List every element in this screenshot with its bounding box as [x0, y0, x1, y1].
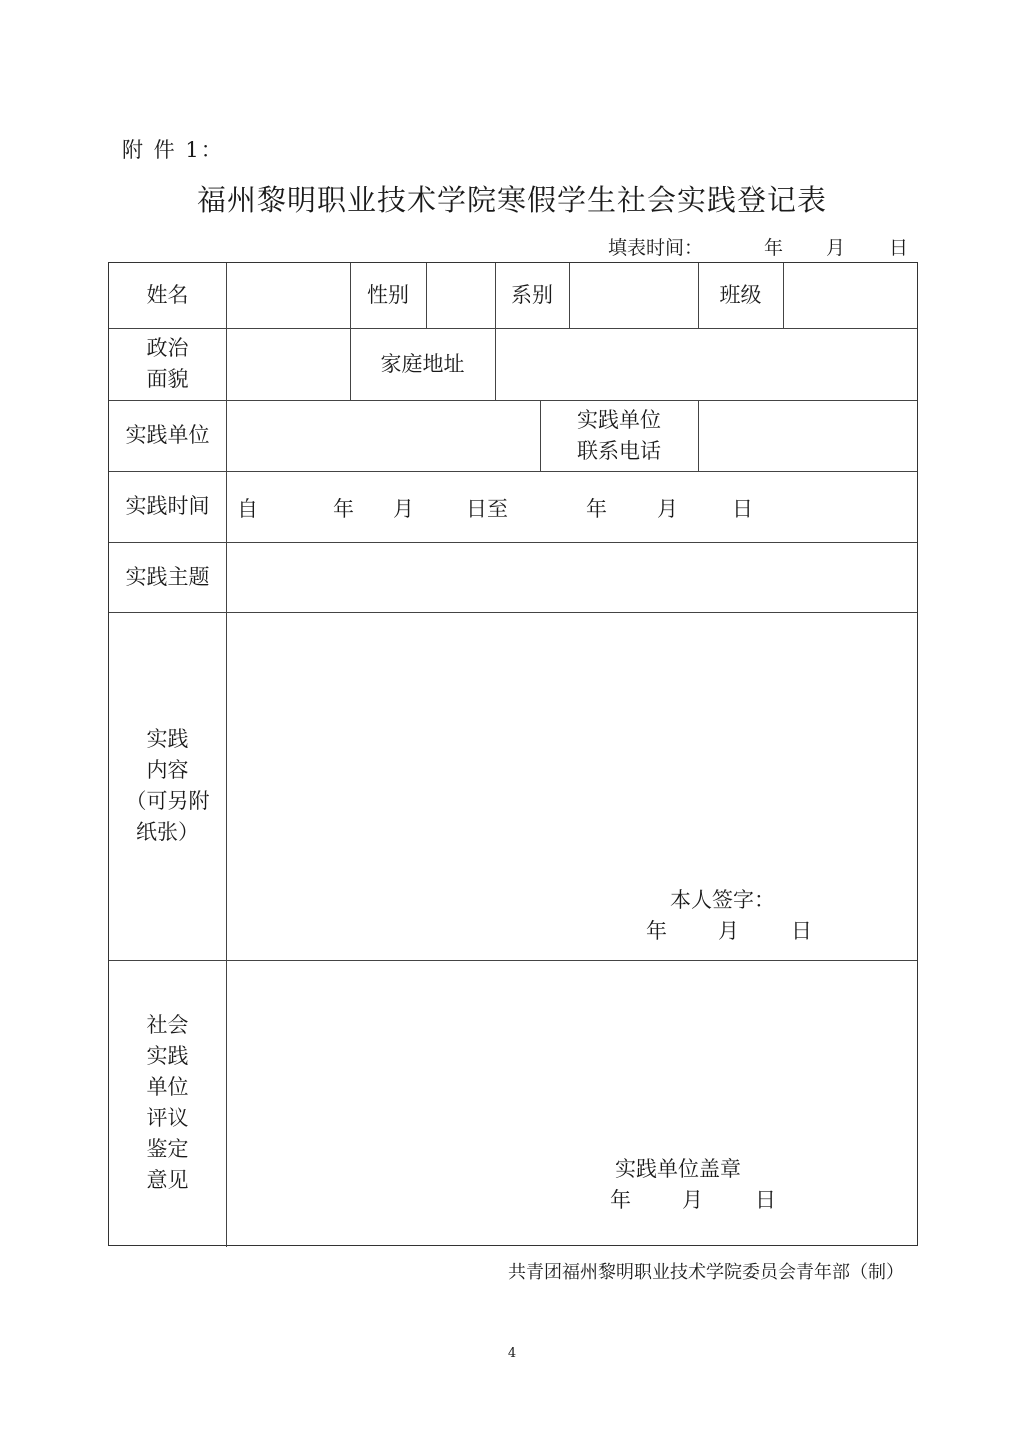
time-to-day: 日 — [732, 497, 753, 521]
name-label: 姓名 — [146, 283, 189, 307]
evaluation-label-line: 鉴定 — [146, 1136, 189, 1161]
content-label-line: （可另附 — [125, 789, 210, 813]
practice-theme-label: 实践主题 — [125, 564, 210, 589]
unit-phone-field[interactable] — [699, 400, 917, 471]
time-from-text: 自 — [237, 497, 258, 521]
signature-month: 月 — [718, 919, 739, 943]
political-status-label-line: 政治 — [146, 336, 189, 360]
stamp-day: 日 — [755, 1188, 776, 1212]
evaluation-label-line: 单位 — [146, 1074, 189, 1099]
issuer-footer: 共青团福州黎明职业技术学院委员会青年部（制） — [508, 1262, 904, 1283]
time-to-year: 年 — [586, 497, 607, 521]
evaluation-label — [109, 960, 226, 1245]
evaluation-label-line: 意见 — [146, 1167, 189, 1192]
practice-unit-label: 实践单位 — [125, 423, 210, 447]
stamp-label: 实践单位盖章 — [615, 1157, 741, 1181]
unit-phone-label-line: 实践单位 — [577, 407, 661, 432]
content-label-line: 内容 — [146, 758, 189, 782]
practice-unit-field[interactable] — [227, 400, 540, 471]
name-field[interactable] — [227, 263, 350, 328]
home-address-label: 家庭地址 — [380, 351, 465, 376]
gender-field[interactable] — [427, 263, 495, 328]
signature-year: 年 — [646, 919, 667, 943]
time-from-month: 月 — [393, 497, 414, 521]
fill-time-day: 日 — [889, 237, 909, 259]
political-status-label — [109, 328, 226, 400]
fill-time-label: 填表时间： — [608, 237, 704, 259]
stamp-month: 月 — [682, 1188, 703, 1212]
time-to-month: 月 — [657, 497, 678, 521]
page-number: 4 — [507, 1346, 517, 1361]
time-from-year: 年 — [333, 497, 354, 521]
political-status-field[interactable] — [227, 328, 350, 400]
fill-time-line — [608, 233, 909, 260]
time-to-text: 日至 — [466, 497, 508, 521]
registration-form-table — [108, 262, 918, 1246]
unit-phone-label-line: 联系电话 — [577, 438, 661, 463]
gender-label: 性别 — [367, 283, 409, 307]
page-title: 福州黎明职业技术学院寒假学生社会实践登记表 — [196, 183, 827, 217]
political-status-label-line: 面貌 — [146, 367, 189, 391]
practice-time-label: 实践时间 — [125, 494, 210, 518]
class-label: 班级 — [719, 283, 762, 307]
practice-theme-field[interactable] — [227, 542, 917, 612]
class-field[interactable] — [784, 263, 917, 328]
practice-time-field[interactable] — [227, 471, 917, 542]
fill-time-month: 月 — [826, 237, 846, 259]
practice-content-field[interactable] — [227, 612, 917, 960]
department-field[interactable] — [570, 263, 698, 328]
content-label-line: 实践 — [146, 727, 189, 751]
evaluation-field[interactable] — [227, 960, 917, 1245]
home-address-field[interactable] — [496, 328, 917, 400]
content-label-line: 纸张） — [136, 820, 199, 844]
evaluation-label-line: 评议 — [146, 1105, 189, 1130]
fill-time-year: 年 — [764, 237, 784, 259]
practice-content-label — [109, 612, 226, 960]
evaluation-label-line: 实践 — [146, 1043, 189, 1068]
stamp-year: 年 — [610, 1188, 631, 1212]
signature-day: 日 — [791, 919, 812, 943]
department-label: 系别 — [511, 283, 553, 307]
evaluation-label-line: 社会 — [146, 1012, 189, 1037]
signature-label: 本人签字： — [670, 888, 775, 912]
unit-phone-label — [540, 400, 698, 471]
attachment-label: 附 件 1： — [122, 138, 224, 162]
